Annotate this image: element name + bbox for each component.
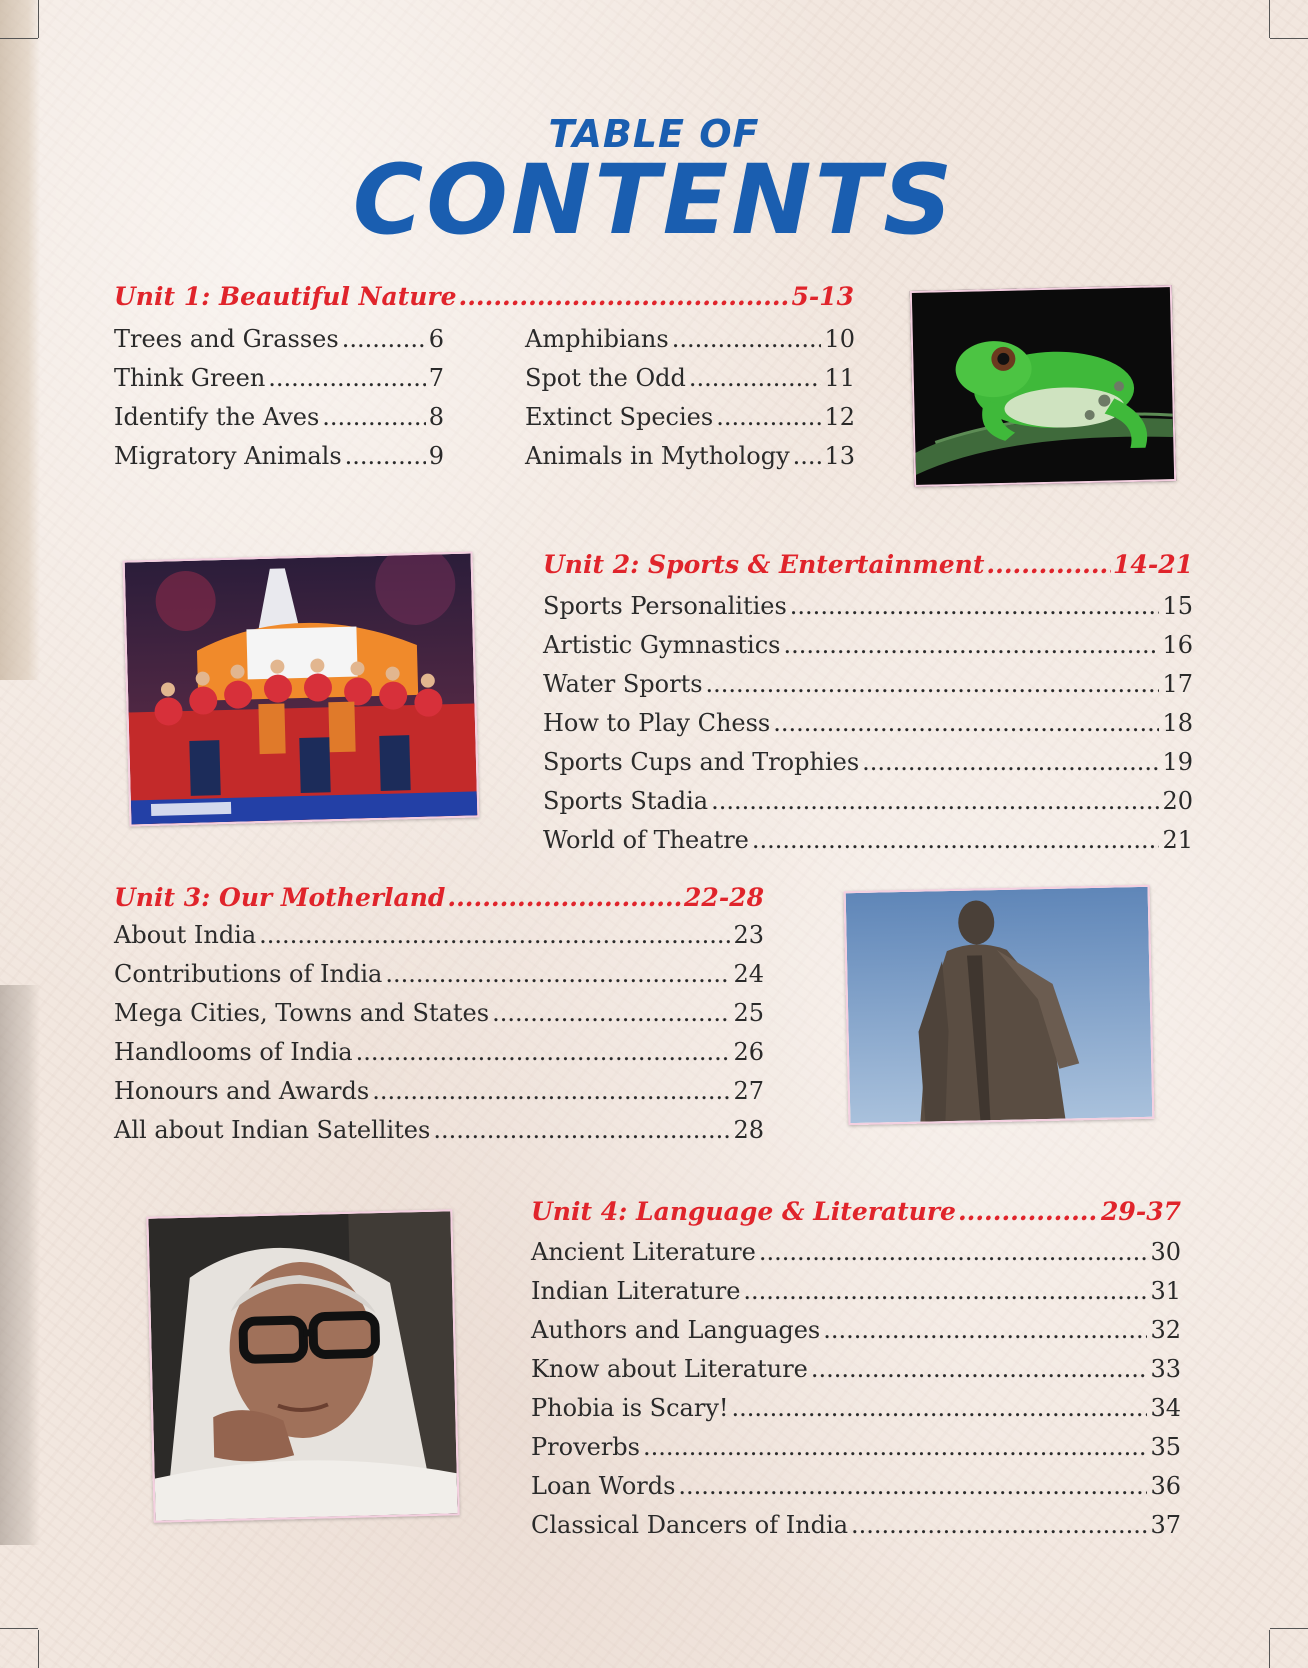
unit-page-range: 22-28 (684, 883, 764, 912)
entry-page: 32 (1150, 1316, 1181, 1344)
toc-entry[interactable] (114, 1111, 764, 1150)
toc-entry[interactable] (114, 398, 444, 437)
toc-entry[interactable] (543, 821, 1193, 860)
entry-title: World of Theatre (543, 826, 749, 854)
dot-leader (268, 359, 425, 398)
entry-title: Phobia is Scary! (531, 1394, 729, 1422)
entry-page: 34 (1150, 1394, 1181, 1422)
entry-page: 12 (824, 403, 855, 431)
entry-title: All about Indian Satellites (114, 1116, 431, 1144)
toc-entry[interactable] (543, 665, 1193, 704)
dot-leader (643, 1428, 1147, 1467)
dot-leader (811, 1350, 1148, 1389)
dot-leader (958, 1197, 1099, 1226)
entry-title: Proverbs (531, 1433, 640, 1461)
toc-entry[interactable] (531, 1506, 1181, 1545)
entry-title: Extinct Species (525, 403, 714, 431)
entry-page: 6 (428, 325, 444, 353)
entry-title: Migratory Animals (114, 442, 342, 470)
entry-page: 28 (733, 1116, 764, 1144)
unit-1-column-1 (114, 320, 444, 476)
entry-page: 30 (1150, 1238, 1181, 1266)
entry-title: Contributions of India (114, 960, 383, 988)
dot-leader (986, 550, 1111, 579)
toc-entry[interactable] (543, 626, 1193, 665)
frog-photo-icon (912, 287, 1174, 485)
entry-title: Trees and Grasses (114, 325, 339, 353)
dot-leader (259, 916, 730, 955)
toc-entry[interactable] (114, 437, 444, 476)
toc-entry[interactable] (531, 1389, 1181, 1428)
toc-entry[interactable] (543, 782, 1193, 821)
crop-mark (1270, 1628, 1308, 1629)
entry-page: 11 (824, 364, 855, 392)
unit-2-list (543, 587, 1193, 860)
dot-leader (793, 437, 822, 476)
entry-page: 9 (428, 442, 444, 470)
dot-leader (752, 821, 1160, 860)
dot-leader (459, 282, 790, 311)
entry-page: 36 (1150, 1472, 1181, 1500)
dot-leader (678, 1467, 1147, 1506)
title-line-2: CONTENTS (352, 144, 956, 256)
dot-leader (356, 1033, 731, 1072)
dot-leader (372, 1072, 730, 1111)
unit-1-column-2 (525, 320, 855, 476)
entry-page: 18 (1162, 709, 1193, 737)
toc-entry[interactable] (114, 359, 444, 398)
dot-leader (342, 320, 426, 359)
toc-entry[interactable] (114, 994, 764, 1033)
dot-leader (851, 1506, 1147, 1545)
dot-leader (759, 1233, 1148, 1272)
entry-page: 26 (733, 1038, 764, 1066)
entry-title: Indian Literature (531, 1277, 741, 1305)
unit-heading-text: Unit 4: Language & Literature (531, 1197, 956, 1226)
dot-leader (672, 320, 822, 359)
toc-entry[interactable] (114, 320, 444, 359)
entry-page: 37 (1150, 1511, 1181, 1539)
toc-entry[interactable] (543, 704, 1193, 743)
dot-leader (773, 704, 1159, 743)
dot-leader (783, 626, 1159, 665)
crop-mark (1269, 0, 1270, 38)
dot-leader (492, 994, 730, 1033)
entry-title: Know about Literature (531, 1355, 808, 1383)
left-edge-strip-bottom (0, 985, 40, 1545)
crop-mark (1269, 1630, 1270, 1668)
toc-entry[interactable] (531, 1467, 1181, 1506)
unit-heading-text: Unit 2: Sports & Entertainment (543, 550, 985, 579)
entry-page: 17 (1162, 670, 1193, 698)
entry-title: Sports Cups and Trophies (543, 748, 860, 776)
toc-entry[interactable] (525, 398, 855, 437)
entry-title: Think Green (114, 364, 266, 392)
toc-entry[interactable] (525, 437, 855, 476)
left-edge-strip-top (0, 0, 40, 680)
toc-entry[interactable] (531, 1350, 1181, 1389)
entry-page: 16 (1162, 631, 1193, 659)
entry-page: 10 (824, 325, 855, 353)
toc-entry[interactable] (531, 1272, 1181, 1311)
unit-4-heading[interactable] (531, 1197, 1181, 1226)
unit-3-heading[interactable] (114, 883, 764, 912)
dot-leader (433, 1111, 730, 1150)
entry-title: Water Sports (543, 670, 703, 698)
crop-mark (0, 38, 38, 39)
entry-page: 27 (733, 1077, 764, 1105)
elderly-woman-portrait-photo (146, 1209, 459, 1522)
unit-3-list (114, 916, 764, 1150)
toc-entry[interactable] (543, 587, 1193, 626)
toc-entry[interactable] (114, 916, 764, 955)
entry-title: Loan Words (531, 1472, 676, 1500)
unit-page-range: 5-13 (791, 282, 854, 311)
dot-leader (711, 782, 1159, 821)
entry-page: 8 (428, 403, 444, 431)
dot-leader (732, 1389, 1148, 1428)
toc-entry[interactable] (531, 1233, 1181, 1272)
unit-heading-text: Unit 3: Our Motherland (114, 883, 446, 912)
entry-title: Sports Stadia (543, 787, 709, 815)
toc-entry[interactable] (531, 1428, 1181, 1467)
dot-leader (322, 398, 425, 437)
entry-page: 13 (824, 442, 855, 470)
entry-title: Amphibians (525, 325, 669, 353)
entry-page: 25 (733, 999, 764, 1027)
toc-entry[interactable] (114, 1033, 764, 1072)
dot-leader (862, 743, 1159, 782)
statue-photo (844, 885, 1155, 1125)
unit-heading-text: Unit 1: Beautiful Nature (114, 282, 457, 311)
toc-entry[interactable] (531, 1311, 1181, 1350)
entry-page: 35 (1150, 1433, 1181, 1461)
entry-title: Honours and Awards (114, 1077, 370, 1105)
unit-1-heading[interactable] (114, 282, 854, 311)
toc-entry[interactable] (114, 1072, 764, 1111)
dot-leader (743, 1272, 1147, 1311)
entry-page: 24 (733, 960, 764, 988)
elderly-woman-portrait-icon (148, 1211, 457, 1520)
statue-icon (846, 887, 1153, 1123)
dot-leader (706, 665, 1160, 704)
entry-page: 20 (1162, 787, 1193, 815)
entry-page: 21 (1162, 826, 1193, 854)
entry-title: Sports Personalities (543, 592, 787, 620)
dot-leader (447, 883, 682, 912)
entry-title: Classical Dancers of India (531, 1511, 849, 1539)
entry-page: 33 (1150, 1355, 1181, 1383)
entry-page: 23 (733, 921, 764, 949)
toc-entry[interactable] (525, 359, 855, 398)
hockey-team-celebration-photo (123, 551, 480, 826)
entry-title: Ancient Literature (531, 1238, 756, 1266)
entry-title: Handlooms of India (114, 1038, 353, 1066)
dot-leader (345, 437, 426, 476)
title-line-1: TABLE OF (548, 112, 760, 156)
dot-leader (689, 359, 822, 398)
unit-4-list (531, 1233, 1181, 1545)
toc-entry[interactable] (114, 955, 764, 994)
unit-page-range: 14-21 (1113, 550, 1193, 579)
dot-leader (790, 587, 1160, 626)
hockey-team-celebration-icon (125, 554, 478, 825)
entry-title: Animals in Mythology (525, 442, 790, 470)
crop-mark (38, 1630, 39, 1668)
toc-entry[interactable] (543, 743, 1193, 782)
crop-mark (38, 0, 39, 38)
crop-mark (1270, 38, 1308, 39)
toc-entry[interactable] (525, 320, 855, 359)
entry-page: 31 (1150, 1277, 1181, 1305)
entry-title: Identify the Aves (114, 403, 320, 431)
entry-title: Mega Cities, Towns and States (114, 999, 490, 1027)
frog-photo (910, 285, 1176, 487)
dot-leader (823, 1311, 1147, 1350)
dot-leader (716, 398, 821, 437)
entry-title: About India (114, 921, 257, 949)
entry-title: How to Play Chess (543, 709, 771, 737)
entry-title: Artistic Gymnastics (543, 631, 781, 659)
entry-title: Spot the Odd (525, 364, 686, 392)
crop-mark (0, 1628, 38, 1629)
dot-leader (385, 955, 730, 994)
entry-title: Authors and Languages (531, 1316, 821, 1344)
unit-2-heading[interactable] (543, 550, 1193, 579)
entry-page: 15 (1162, 592, 1193, 620)
entry-page: 7 (428, 364, 444, 392)
unit-page-range: 29-37 (1101, 1197, 1181, 1226)
entry-page: 19 (1162, 748, 1193, 776)
